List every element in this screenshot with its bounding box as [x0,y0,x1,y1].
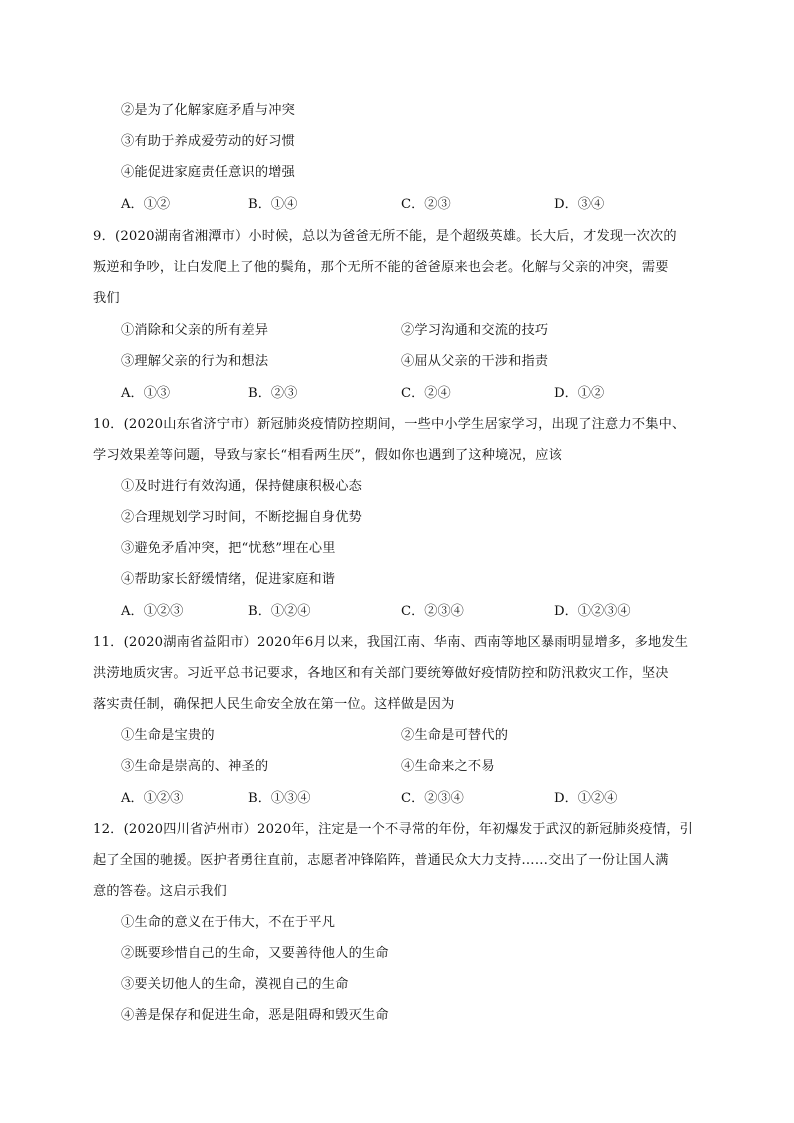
option-statement: ②生命是可替代的 [401,728,509,743]
choice-c: C．②③ [401,197,451,212]
option-statement: ②合理规划学习时间，不断挖掘自身优势 [121,510,362,525]
question-stem: 10．(2020山东省济宁市）新冠肺炎疫情防控期间，一些中小学生居家学习，出现了注意力不集中、 [93,417,686,432]
option-statement: ④屈从父亲的干涉和指责 [401,354,549,369]
option-statement: ③有助于养成爱劳动的好习惯 [121,134,296,149]
choice-a: A．①②③ [121,791,184,806]
option-statement: ④生命来之不易 [401,759,495,774]
choice-d: D．①②③④ [554,604,631,619]
question-stem: 起了全国的驰援。医护者勇往直前，志愿者冲锋陷阵，普通民众大力支持……交出了一份让国人满 [93,853,669,868]
option-statement: ②学习沟通和交流的技巧 [401,323,549,338]
choice-b: B．①③④ [248,791,311,806]
option-statement: ①生命是宝贵的 [121,728,215,743]
option-statement: ③要关切他人的生命，漠视自己的生命 [121,977,349,992]
question-stem: 叛逆和争吵，让白发爬上了他的鬓角，那个无所不能的爸爸原来也会老。化解与父亲的冲突，需要 [93,260,669,275]
option-statement: ④善是保存和促进生命，恶是阻碍和毁灭生命 [121,1008,389,1023]
question-stem: 意的答卷。这启示我们 [93,884,227,899]
option-statement: ③生命是崇高的、神圣的 [121,759,269,774]
question-stem: 12．(2020四川省泸州市）2020年，注定是一个不寻常的年份，年初爆发于武汉的新冠肺炎疫情，引 [93,822,693,837]
question-stem: 落实责任制，确保把人民生命安全放在第一位。这样做是因为 [93,697,455,712]
option-statement: ①消除和父亲的所有差异 [121,323,269,338]
option-statement: ③避免矛盾冲突，把“忧愁”埋在心里 [121,541,336,556]
choice-a: A．①③ [121,386,171,401]
choice-d: D．①② [554,386,605,401]
choice-d: D．③④ [554,197,605,212]
choice-a: A．①②③ [121,604,184,619]
option-statement: ①生命的意义在于伟大，不在于平凡 [121,915,336,930]
choice-c: C．②③④ [401,791,464,806]
choice-c: C．②③④ [401,604,464,619]
option-statement: ④能促进家庭责任意识的增强 [121,165,296,180]
option-statement: ②是为了化解家庭矛盾与冲突 [121,103,296,118]
choice-a: A．①② [121,197,171,212]
choice-c: C．②④ [401,386,451,401]
question-stem: 我们 [93,291,120,306]
choice-b: B．①②④ [248,604,311,619]
choice-d: D．①②④ [554,791,618,806]
question-stem: 学习效果差等问题，导致与家长“相看两生厌”，假如你也遇到了这种境况，应该 [93,448,563,463]
option-statement: ④帮助家长舒缓情绪，促进家庭和谐 [121,572,336,587]
option-statement: ②既要珍惜自己的生命，又要善待他人的生命 [121,946,389,961]
option-statement: ①及时进行有效沟通，保持健康积极心态 [121,479,362,494]
choice-b: B．②③ [248,386,298,401]
question-stem: 11．(2020湖南省益阳市）2020年6月以来，我国江南、华南、西南等地区暴雨明显增多，多地发生 [93,635,689,650]
question-stem: 9．(2020湖南省湘潭市）小时候，总以为爸爸无所不能，是个超级英雄。长大后，才发现一次次的 [93,229,677,244]
option-statement: ③理解父亲的行为和想法 [121,354,269,369]
question-stem: 洪涝地质灾害。习近平总书记要求，各地区和有关部门要统筹做好疫情防控和防汛救灾工作，坚决 [93,666,669,681]
choice-b: B．①④ [248,197,298,212]
